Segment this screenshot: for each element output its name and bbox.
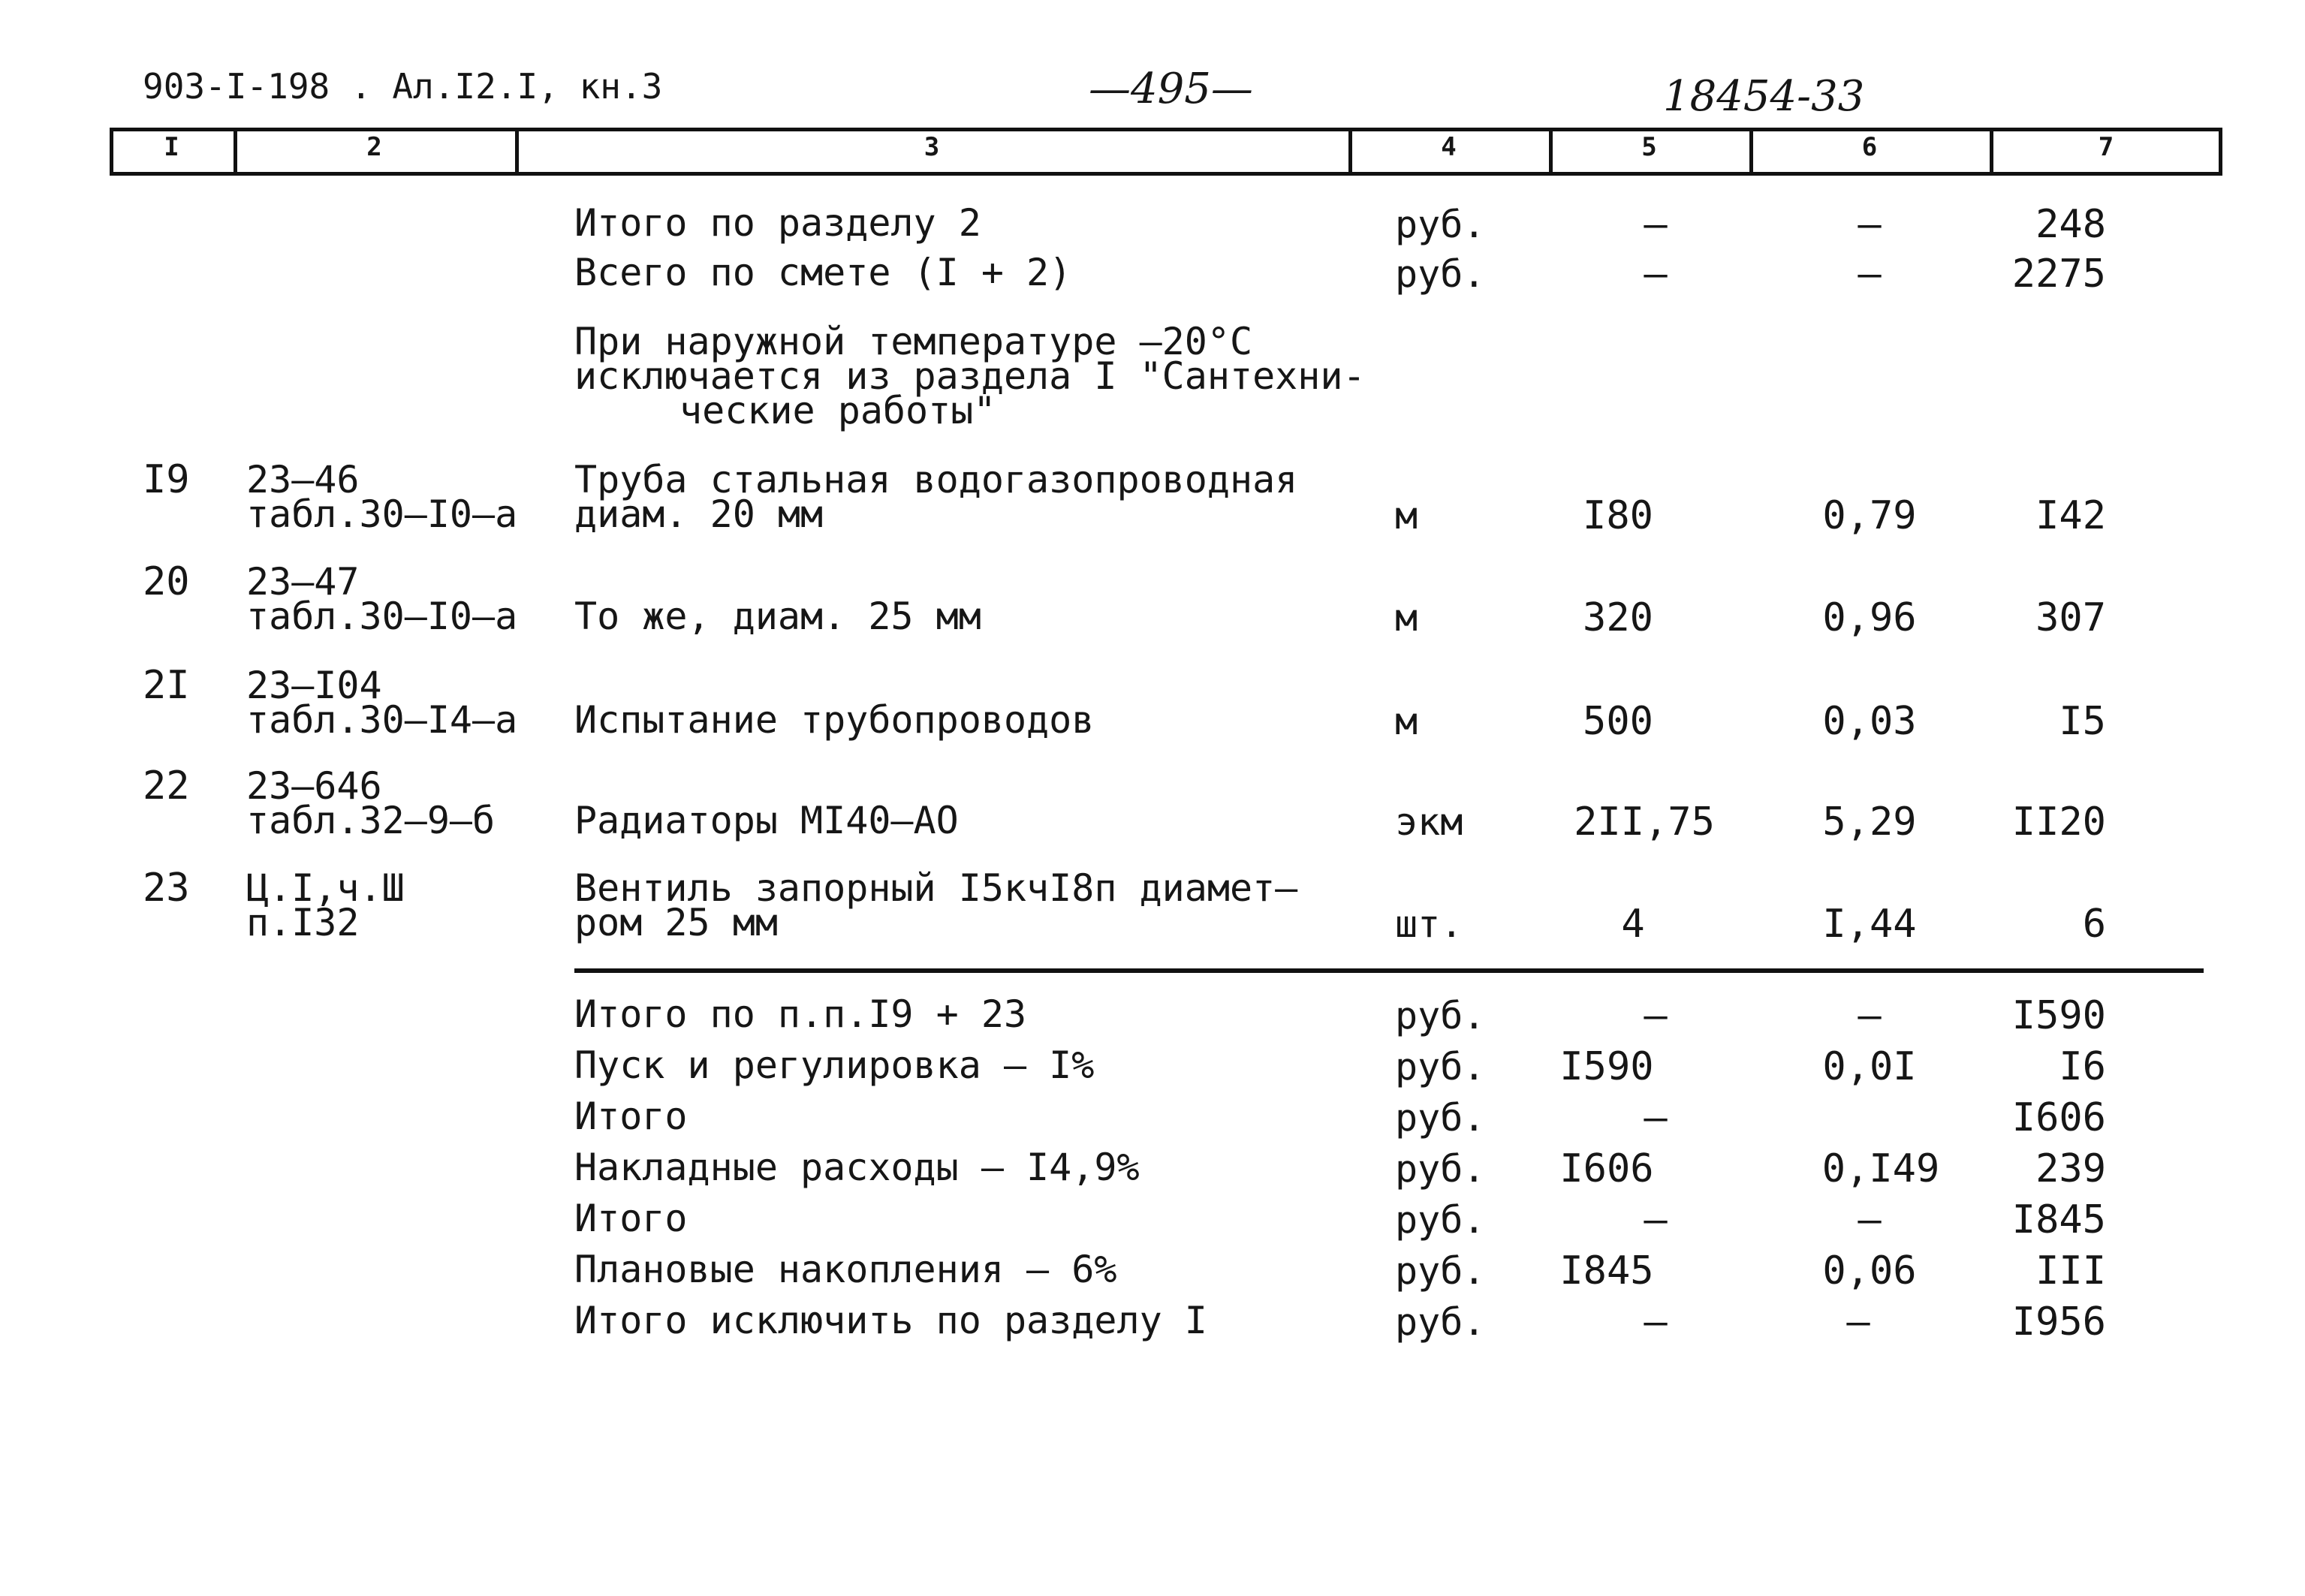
section-divider: [574, 968, 2204, 973]
summary-unit: руб.: [1395, 1045, 1486, 1089]
document-number: 18454-33: [1663, 72, 1865, 121]
item-code: 23–I04: [246, 664, 382, 707]
summary-quantity: –: [1644, 1197, 1668, 1242]
summary-price: 0,06: [1822, 1248, 1917, 1293]
column-number: 6: [1861, 132, 1878, 162]
summary-description: Накладные расходы – I4,9%: [574, 1146, 1140, 1189]
summary-total: 239: [2035, 1146, 2106, 1191]
item-description: Вентиль запорный I5кчI8п диамет–: [574, 866, 1298, 910]
note-line: При наружной температуре –20°С: [574, 320, 1253, 363]
item-quantity: 320: [1583, 595, 1653, 640]
item-code: 23–46: [246, 458, 360, 501]
item-code: 23–646: [246, 764, 382, 808]
item-price: 5,29: [1822, 800, 1917, 845]
column-number: 2: [366, 132, 382, 162]
item-description: То же, диам. 25 мм: [574, 595, 981, 638]
item-unit: м: [1395, 494, 1418, 538]
item-quantity: I80: [1583, 493, 1653, 538]
item-code: 23–47: [246, 560, 360, 604]
summary-description: Плановые накопления – 6%: [574, 1248, 1117, 1291]
column-number: 7: [2098, 132, 2114, 162]
summary-unit: руб.: [1395, 1249, 1486, 1293]
item-code: табл.30–I4–а: [246, 698, 518, 742]
summary-total: I6: [2059, 1044, 2106, 1089]
item-number: 2I: [143, 663, 190, 708]
summary-description: Итого: [574, 1197, 688, 1240]
row-unit: руб.: [1395, 252, 1486, 296]
summary-price: –: [1858, 1197, 1882, 1242]
item-quantity: 500: [1583, 699, 1653, 744]
item-number: 20: [143, 559, 190, 604]
item-price: 0,96: [1822, 595, 1917, 640]
item-total: 6: [2082, 902, 2106, 947]
column-number: I: [164, 132, 179, 162]
row-quantity: –: [1644, 202, 1668, 247]
item-description: Труба стальная водогазопроводная: [574, 458, 1298, 501]
summary-description: Итого: [574, 1095, 688, 1138]
summary-quantity: I606: [1559, 1146, 1654, 1191]
item-quantity: 2II,75: [1574, 800, 1715, 845]
item-code: табл.32–9–б: [246, 799, 496, 842]
summary-total: I845: [2011, 1197, 2106, 1242]
item-price: 0,79: [1822, 493, 1917, 538]
item-description: ром 25 мм: [574, 901, 778, 944]
item-description: Испытание трубопроводов: [574, 698, 1095, 742]
row-total: 2275: [2011, 251, 2106, 297]
summary-quantity: –: [1644, 1299, 1668, 1345]
note-line: исключается из раздела I "Сантехни-: [574, 354, 1366, 398]
column-number: 5: [1641, 132, 1657, 162]
summary-quantity: I590: [1559, 1044, 1654, 1089]
summary-unit: руб.: [1395, 1096, 1486, 1140]
item-unit: шт.: [1395, 902, 1463, 946]
item-unit: экм: [1395, 800, 1463, 844]
summary-total: I956: [2011, 1299, 2106, 1345]
summary-unit: руб.: [1395, 1147, 1486, 1191]
item-code: п.I32: [246, 901, 360, 944]
note-line: ческие работы": [679, 389, 996, 432]
summary-total: I590: [2011, 993, 2106, 1038]
item-unit: м: [1395, 700, 1418, 743]
item-total: I42: [2035, 493, 2106, 538]
item-price: 0,03: [1822, 699, 1917, 744]
item-total: I5: [2059, 699, 2106, 744]
row-description: Итого по разделу 2: [574, 201, 981, 245]
page-number: —495—: [1089, 65, 1253, 113]
item-quantity: 4: [1621, 902, 1645, 947]
summary-description: Пуск и регулировка – I%: [574, 1043, 1095, 1087]
summary-total: I606: [2011, 1095, 2106, 1140]
item-number: 22: [143, 763, 190, 809]
item-number: 23: [143, 866, 190, 911]
item-price: I,44: [1822, 902, 1917, 947]
summary-unit: руб.: [1395, 1300, 1486, 1344]
row-unit: руб.: [1395, 203, 1486, 246]
row-price: –: [1858, 202, 1882, 247]
item-code: табл.30–I0–а: [246, 595, 518, 638]
summary-price: 0,I49: [1821, 1146, 1940, 1191]
row-description: Всего по смете (I + 2): [574, 251, 1072, 294]
item-code: табл.30–I0–а: [246, 492, 518, 536]
item-total: 307: [2035, 595, 2106, 640]
item-code: Ц.I,ч.Ш: [246, 866, 405, 910]
column-number: 3: [924, 132, 940, 162]
item-description: диам. 20 мм: [574, 492, 824, 536]
summary-price: 0,0I: [1822, 1044, 1917, 1089]
summary-unit: руб.: [1395, 1198, 1486, 1242]
summary-quantity: –: [1644, 993, 1668, 1038]
summary-total: III: [2035, 1248, 2106, 1293]
row-quantity: –: [1644, 251, 1668, 297]
document-code: 903-I-198 . Ал.I2.I, кн.3: [143, 66, 663, 107]
item-number: I9: [143, 457, 190, 502]
item-unit: м: [1395, 596, 1418, 640]
item-total: II20: [2011, 800, 2106, 845]
item-description: Радиаторы МI40–АО: [574, 799, 959, 842]
summary-description: Итого по п.п.I9 + 23: [574, 992, 1027, 1036]
row-price: –: [1858, 251, 1882, 297]
summary-description: Итого исключить по разделу I: [574, 1299, 1207, 1342]
column-number: 4: [1441, 132, 1457, 162]
summary-price: –: [1858, 993, 1882, 1038]
summary-unit: руб.: [1395, 994, 1486, 1037]
row-total: 248: [2035, 202, 2106, 247]
summary-price: –: [1846, 1299, 1870, 1345]
summary-quantity: –: [1644, 1095, 1668, 1140]
summary-quantity: I845: [1559, 1248, 1654, 1293]
